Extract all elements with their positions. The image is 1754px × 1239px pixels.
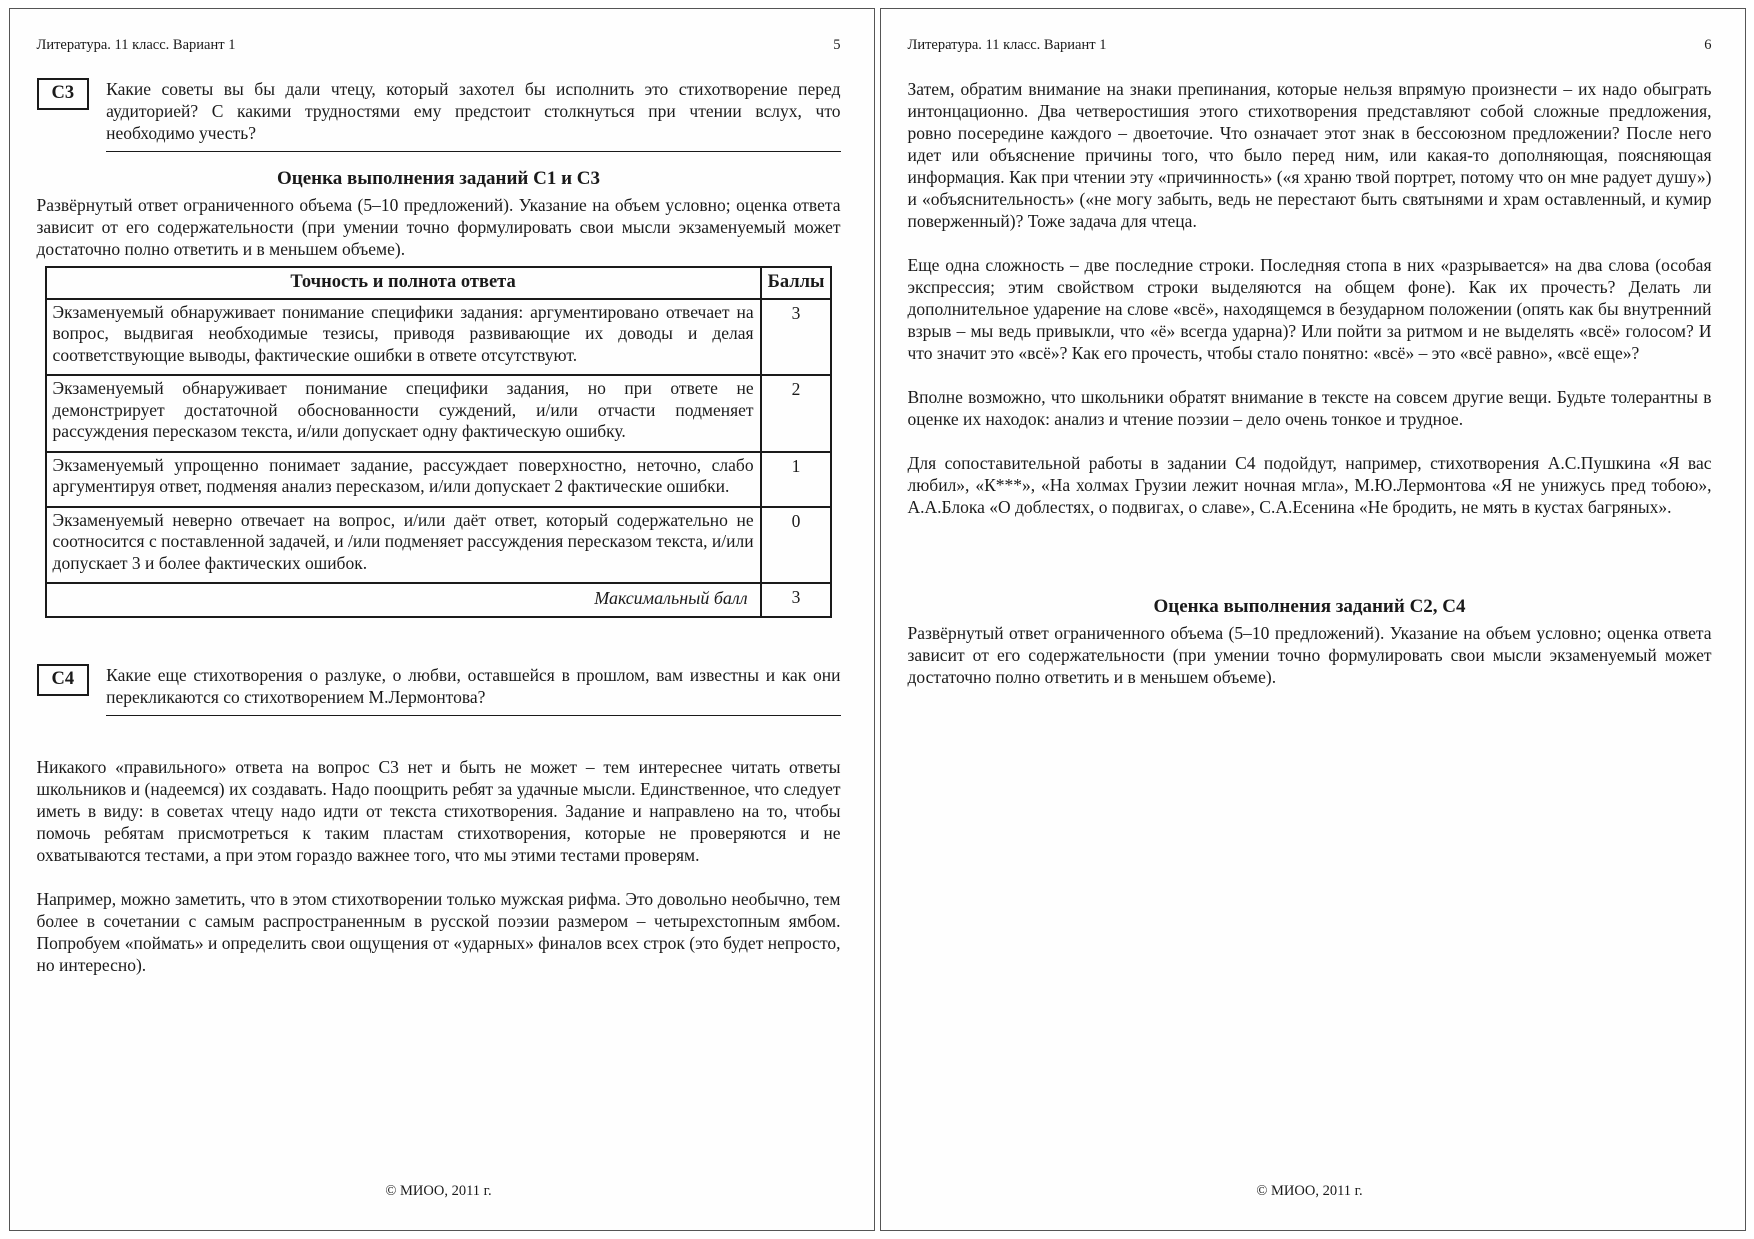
criterion-score: 2 <box>761 375 832 452</box>
table-row <box>46 452 832 507</box>
criterion-text: Экзаменуемый неверно отвечает на вопрос, и/или даёт ответ, который содержательно не соотносится с поставленной задачей, и /или подменяет рассуждения пересказом текста, и/или допускает 3 и более фактических ошибок. <box>46 507 761 584</box>
commentary-paragraph: Вполне возможно, что школьники обратят внимание в тексте на совсем другие вещи. Будьте толерантны в оценке их находок: анализ и чтение поэзии – дело очень тонкое и трудное. <box>907 387 1712 429</box>
table-row <box>46 299 832 376</box>
page-5-footer: © МИОО, 2011 г. <box>385 1183 492 1199</box>
criterion-score: 1 <box>761 452 832 507</box>
task-c3-label: С3 <box>37 78 90 110</box>
criterion-score: 0 <box>761 507 832 584</box>
criterion-text: Экзаменуемый упрощенно понимает задание, рассуждает поверхностно, неточно, слабо аргументируя ответ, подменяя анализ пересказом, и/или допускает 2 фактические ошибки. <box>46 452 761 507</box>
criterion-text: Экзаменуемый обнаруживает понимание специфики задания: аргументировано отвечает на вопрос, выдвигая необходимые тезисы, приводя развивающие их доводы и делая соответствующие выводы, фактические ошибки в ответе отсутствуют. <box>46 299 761 376</box>
table-row <box>46 375 832 452</box>
task-c3-question: Какие советы вы бы дали чтецу, который захотел бы исполнить это стихотворение перед аудиторией? С какими трудностями ему предстоит столкнуться при чтении вслух, что необходимо учесть? <box>106 78 840 152</box>
column-header-score: Баллы <box>761 267 832 299</box>
page-6 <box>880 8 1746 1231</box>
max-score-value: 3 <box>761 583 832 617</box>
commentary-paragraph: Затем, обратим внимание на знаки препинания, которые нельзя впрямую произнести – их надо обыграть интонцационно. Два четверостишия этого стихотворения представляют собой сложные предложения, ровно посередине каждого – двоеточие. Что означает этот знак в бессоюзном предложении? После него идет или объяснение причины того, что было перед ним, или какая-то дополняющая, поясняющая информация. Как при чтении эту «причинность» («я храню твой портрет, потому что он мне радует душу») и «объяснительность» («не могу забыть, ведь не перестают быть святынями и храм оставленный, и кумир поверженный)? Тоже задача для чтеца. <box>907 79 1712 231</box>
criterion-score: 3 <box>761 299 832 376</box>
commentary-paragraph: Еще одна сложность – две последние строки. Последняя стопа в них «разрывается» на два слова (особая экспрессия; этим свойством строки выделяются на общем фоне). Как их прочесть? Делать ли дополнительное ударение на слове «всё», находящемся в безударном положении (опять как бы внутренний взрыв – мы ведь привыкли, что «ё» всегда ударна)? Или пойти за ритмом и не выделять «всё» голосом? И что значит это «всё»? Как его прочесть, чтобы стало понятно: «всё» – это «всё равно», «всё еще»? <box>907 255 1712 363</box>
table-header-row <box>46 267 832 299</box>
criteria-heading-c1-c3: Оценка выполнения заданий С1 и С3 <box>277 168 600 189</box>
task-c4 <box>37 664 841 716</box>
page-number: 6 <box>1704 37 1712 53</box>
commentary-paragraph: Никакого «правильного» ответа на вопрос С3 нет и быть не может – тем интереснее читать ответы школьников и (надеемся) их создавать. Надо поощрить ребят за удачные мысли. Единственное, что следует иметь в виду: в советах чтецу надо идти от текста стихотворения. Задание и направлено на то, чтобы помочь ребятам присмотреться к таким пластам стихотворения, которые не проверяются и не охватываются тестами, а при этом гораздо важнее того, что мы этими тестами проверям. <box>36 756 841 865</box>
table-row <box>46 507 832 584</box>
page-6-header <box>908 37 1712 54</box>
criteria-intro: Развёрнутый ответ ограниченного объема (5–10 предложений). Указание на объем условно; оценка ответа зависит от его содержательности (при умении точно формулировать свои мысли экзаменуемый может достаточно полно ответить и в меньшем объеме). <box>36 195 841 259</box>
table-footer-row <box>46 583 832 617</box>
column-header-criteria: Точность и полнота ответа <box>46 267 761 299</box>
page-5-header <box>37 37 841 54</box>
task-c4-label: С4 <box>37 664 90 696</box>
scoring-table <box>45 266 833 618</box>
running-title: Литература. 11 класс. Вариант 1 <box>36 37 236 53</box>
page-5 <box>9 8 875 1231</box>
max-score-label: Максимальный балл <box>46 583 761 617</box>
page-6-footer: © МИОО, 2011 г. <box>1256 1183 1363 1199</box>
commentary-paragraph: Для сопоставительной работы в задании С4 подойдут, например, стихотворения А.С.Пушкина «Я вас любил», «К***», «На холмах Грузии лежит ночная мгла», М.Ю.Лермонтова «Я не унижусь пред тобою», А.А.Блока «О доблестях, о подвигах, о славе», С.А.Есенина «Не бродить, не мять в кустах багряных». <box>907 453 1712 517</box>
page-number: 5 <box>833 37 841 53</box>
commentary-paragraph: Например, можно заметить, что в этом стихотворении только мужская рифма. Это довольно необычно, тем более в сочетании с самым распространенным в русской поэзии размером – четырехстопным ямбом. Попробуем «поймать» и определить свои ощущения от «ударных» финалов всех строк (это будет непросто, но интересно). <box>36 888 841 975</box>
task-c4-question: Какие еще стихотворения о разлуке, о любви, оставшейся в прошлом, вам известны и как они перекликаются со стихотворением М.Лермонтова? <box>106 664 840 716</box>
criterion-text: Экзаменуемый обнаруживает понимание специфики задания, но при ответе не демонстрирует достаточной обоснованности суждений, и/или отчасти подменяет рассуждения пересказом текста, и/или допускает одну фактическую ошибку. <box>46 375 761 452</box>
criteria-intro: Развёрнутый ответ ограниченного объема (5–10 предложений). Указание на объем условно; оценка ответа зависит от его содержательности (при умении точно формулировать свои мысли экзаменуемый может достаточно полно ответить и в меньшем объеме). <box>907 623 1712 687</box>
task-c3 <box>37 78 841 152</box>
running-title: Литература. 11 класс. Вариант 1 <box>907 37 1107 53</box>
criteria-heading-c2-c4: Оценка выполнения заданий С2, С4 <box>1153 596 1466 617</box>
